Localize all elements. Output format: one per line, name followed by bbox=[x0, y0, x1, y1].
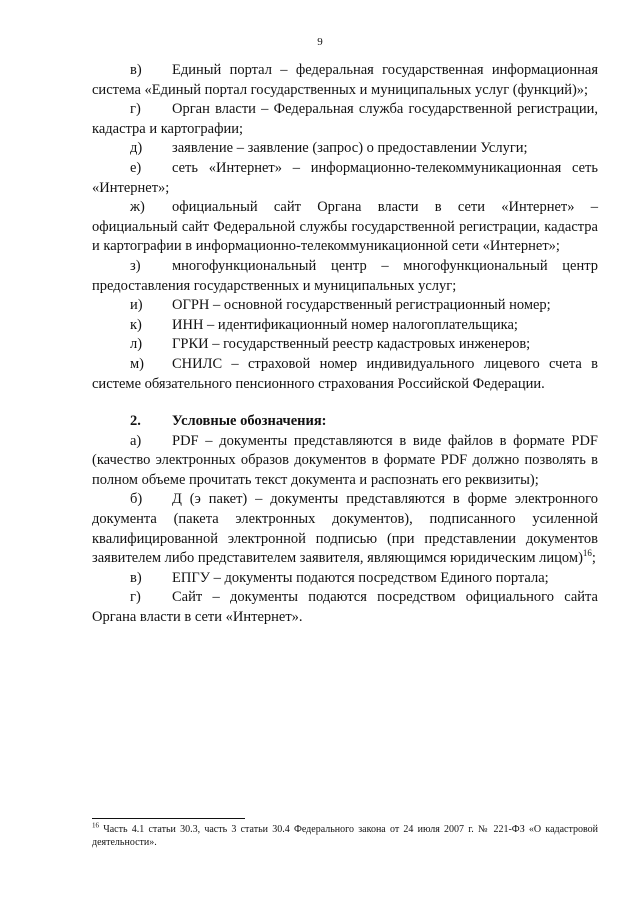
footnote-number: 16 bbox=[92, 821, 99, 830]
item-text: Орган власти – Федеральная служба государственной регистрации, кадастра и картографии; bbox=[92, 101, 598, 137]
item-text: многофункциональный центр – многофункциональный центр предоставления государственных и муниципальных услуг; bbox=[92, 257, 598, 294]
item-label: л) bbox=[130, 336, 143, 353]
item-text: ОГРН – основной государственный регистрационный номер; bbox=[172, 297, 551, 314]
item-label: б) bbox=[130, 491, 143, 508]
item-text: ЕПГУ – документы подаются посредством Единого портала; bbox=[172, 569, 549, 586]
page-number: 9 bbox=[317, 36, 323, 48]
document-body bbox=[92, 61, 598, 628]
section-number: 2. bbox=[130, 413, 141, 430]
item-text: ГРКИ – государственный реестр кадастровых инженеров; bbox=[172, 336, 531, 353]
item-label: г) bbox=[130, 101, 141, 118]
item-text: сеть «Интернет» – информационно-телекоммуникационная сеть «Интернет»; bbox=[92, 159, 598, 196]
item-text: Единый портал – федеральная государственная информационная система «Единый портал государственных и муниципальных услуг (функций)»; bbox=[92, 62, 598, 98]
item-text: PDF – документы представляются в виде файлов в формате PDF (качество электронных образов документов в формате PDF должно позволять в полном объеме прочитать текст документа и распознать его реквизиты); bbox=[92, 432, 598, 488]
list-item bbox=[92, 296, 598, 316]
list-item bbox=[92, 432, 598, 491]
item-label: в) bbox=[130, 569, 142, 586]
list-item bbox=[92, 355, 598, 394]
item-text: Сайт – документы подаются посредством официального сайта Органа власти в сети «Интернет». bbox=[92, 589, 598, 626]
list-item bbox=[92, 490, 598, 568]
list-item bbox=[92, 198, 598, 257]
item-text-tail: ; bbox=[591, 550, 596, 567]
list-item bbox=[92, 159, 598, 198]
section-gap bbox=[92, 394, 598, 412]
footnote-divider bbox=[92, 818, 245, 819]
list-item bbox=[92, 139, 598, 159]
footnote bbox=[92, 821, 598, 849]
item-label: к) bbox=[130, 316, 142, 333]
definitions-list bbox=[92, 61, 598, 394]
item-text: ИНН – идентификационный номер налогоплательщика; bbox=[172, 316, 518, 333]
list-item bbox=[92, 335, 598, 355]
footnote-text: Часть 4.1 статьи 30.3, часть 3 статьи 30.4 Федерального закона от 24 июля 2007 г. № 221-ФЗ «О кадастровой деятельности». bbox=[92, 824, 598, 848]
item-text: Д (э пакет) – документы представляются в форме электронного документа (пакета электронных документов), подписанного усиленной квалифицированной электронной подписью (при представлении документов заявителем либо представителем заявителя, являющимся юридическим лицом) bbox=[92, 491, 598, 567]
footnote-ref: 16 bbox=[582, 548, 592, 559]
notations-list bbox=[92, 432, 598, 628]
list-item bbox=[92, 100, 598, 139]
item-text: заявление – заявление (запрос) о предоставлении Услуги; bbox=[172, 140, 528, 157]
item-label: ж) bbox=[130, 199, 145, 216]
item-text: официальный сайт Органа власти в сети «Интернет» – официальный сайт Федеральной службы государственной регистрации, кадастра и картографии в информационно-телекоммуникационной сети «Интернет»; bbox=[92, 199, 598, 255]
item-label: д) bbox=[130, 140, 143, 157]
list-item bbox=[92, 257, 598, 296]
item-label: е) bbox=[130, 159, 142, 176]
list-item bbox=[92, 588, 598, 627]
section-heading bbox=[92, 412, 598, 432]
item-label: и) bbox=[130, 297, 143, 314]
list-item bbox=[92, 569, 598, 589]
item-label: г) bbox=[130, 589, 141, 606]
list-item bbox=[92, 316, 598, 336]
item-label: а) bbox=[130, 432, 142, 449]
section-title: Условные обозначения: bbox=[172, 413, 327, 430]
item-label: м) bbox=[130, 355, 145, 372]
list-item bbox=[92, 61, 598, 100]
item-label: в) bbox=[130, 62, 142, 78]
item-text: СНИЛС – страховой номер индивидуального лицевого счета в системе обязательного пенсионного страхования Российской Федерации. bbox=[92, 355, 598, 392]
item-label: з) bbox=[130, 257, 141, 274]
